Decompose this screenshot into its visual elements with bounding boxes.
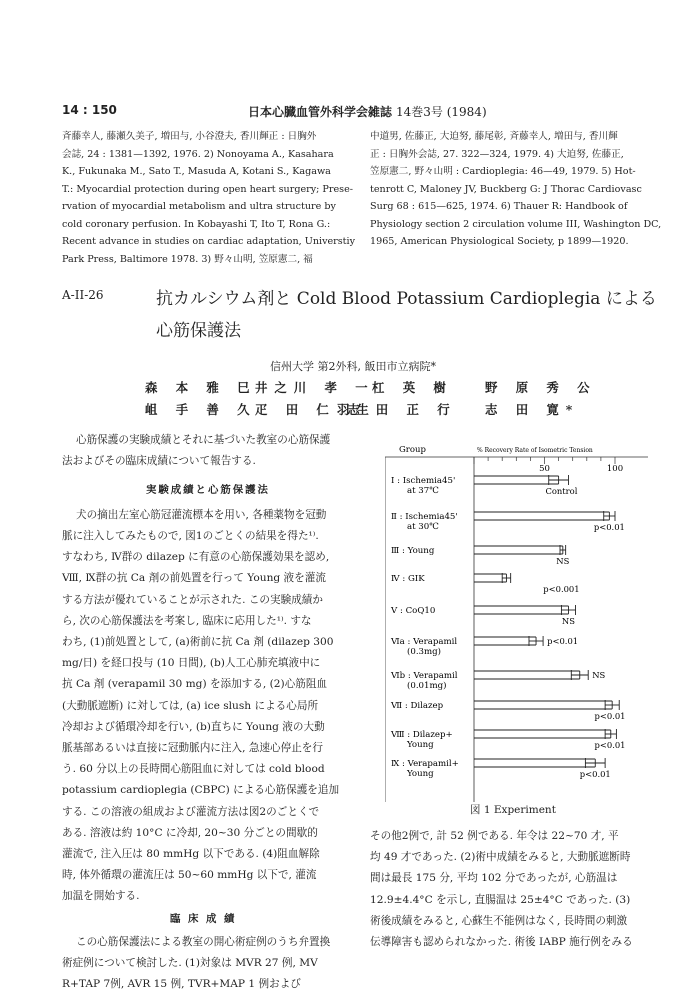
text-line: 均 49 才であった. (2)術中成績をみると, 大動脈遮断時 <box>370 851 631 864</box>
group-label: Ⅴ : CoQ10 <box>391 606 436 616</box>
author: 杠 英 樹 <box>372 380 453 395</box>
author: 野 原 秀 公 <box>485 380 597 395</box>
ref-line: 正 : 日胸外会誌, 27. 322—324, 1979. 4) 大迫努, 佐藤正, <box>370 148 624 160</box>
group-label: Ⅲ : Young <box>391 546 435 556</box>
ref-line: 会誌, 24 : 1381—1392, 1976. 2) Nonoyama A., Kasahara <box>62 148 334 160</box>
ref-line: 1965, American Physiological Society, p 1899—1920. <box>370 236 629 247</box>
text-line: (大動脈遮断) に対しては, (a) ice slush による心局所 <box>62 699 319 712</box>
text-line: ある. 溶液は約 10°C に冷却, 20~30 分ごとの間歇的 <box>62 826 318 839</box>
ref-line: cold coronary perfusion. In Kobayashi T, Ito T, Rona G.: <box>62 218 331 230</box>
text-line: 心筋保護の実験成績とそれに基づいた教室の心筋保護 <box>76 434 331 446</box>
text-line: この心筋保護法による教室の開心術症例のうち弁置換 <box>76 936 331 948</box>
text-line: 灌流で, 注入圧は 80 mmHg 以下である. (4)阻血解除 <box>62 848 320 861</box>
ref-line: Recent advance in studies on cardiac adaptation, Universtiy <box>62 236 356 247</box>
text-line: 抗 Ca 剤 (verapamil 30 mg) を添加する, (2)心筋阻血 <box>62 678 328 691</box>
page-number: 14 : 150 <box>62 103 117 117</box>
intro-paragraph-cont <box>62 451 256 472</box>
journal-issue: 14巻3号 (1984) <box>396 105 487 119</box>
text-line: 伝導障害も認められなかった. 術後 IABP 施行例をみる <box>370 936 633 949</box>
text-line: 間は最長 175 分, 平均 102 分であったが, 心筋温は <box>370 872 618 885</box>
text-line: 犬の摘出左室心筋冠灌流標本を用い, 各種薬物を冠動 <box>76 509 327 521</box>
col-header-group: Group <box>399 445 426 455</box>
references-left <box>62 128 355 268</box>
references-right <box>370 128 661 251</box>
text-line: する. この溶液の組成および灌流方法は図2のごとくで <box>62 805 320 818</box>
journal-name: 日本心臓血管外科学会雑誌 <box>248 105 393 119</box>
text-line: 脈に注入してみたもので, 図1のごとくの結果を得た¹⁾. <box>62 530 319 542</box>
axis-ticks <box>474 457 615 464</box>
ref-line: T.: Myocardial protection during open heart surgery; Prese- <box>62 183 353 195</box>
text-line: 術症例について検討した. (1)対象は MVR 27 例, MV <box>62 957 318 969</box>
text-line: 12.9±4.4°C を示し, 直腸温は 25±4°C であった. (3) <box>370 893 631 906</box>
ref-line: K., Fukunaka M., Sato T., Masuda A, Kotani S., Kagawa <box>62 166 331 177</box>
group-label: Ⅵb : Verapamil <box>391 671 458 681</box>
text-line: 加温を開始する. <box>62 890 140 903</box>
section-heading: 臨 床 成 績 <box>170 913 237 925</box>
author: 岨 手 善 久 <box>145 402 257 417</box>
author: 井之川 孝 一 <box>255 380 375 395</box>
text-line: わち, (1)前処置として, (a)術前に抗 Ca 剤 (dilazep 300 <box>62 636 334 649</box>
figure-caption: 図 1 Experiment <box>470 804 556 816</box>
group-label: Ⅸ : Verapamil+ <box>391 759 459 769</box>
body-first-line <box>76 932 330 953</box>
significance-label: p<0.001 <box>543 584 580 594</box>
group-label: Ⅷ : Dilazep+ <box>391 730 453 740</box>
text-line: う. 60 分以上の長時間心筋阻血に対しては cold blood <box>62 763 325 776</box>
author: 羽生田 正 行 <box>337 402 457 417</box>
text-line: 法およびその臨床成績について報告する. <box>62 455 256 467</box>
ref-line: 中道男, 佐藤正, 大迫努, 藤尾彰, 斉藤幸人, 増田与, 香川輝 <box>370 131 618 142</box>
body-paragraph <box>62 526 339 908</box>
text-line: その他2例で, 計 52 例である. 年令は 22~70 才, 平 <box>370 830 619 842</box>
article-title-line2: 心筋保護法 <box>156 321 241 341</box>
body-first-line <box>76 505 326 526</box>
group-label: Ⅰ : Ischemia45' <box>391 476 456 486</box>
author: 志 田 寛* <box>485 402 580 417</box>
significance-label: p<0.01 <box>593 522 625 532</box>
group-label-line2: Young <box>407 740 434 750</box>
col-header-rate: % Recovery Rate of Isometric Tension <box>477 447 593 454</box>
group-label-line2: at 37℃ <box>407 486 439 496</box>
ref-line: tenrott C, Maloney JV, Buckberg G: J Thorac Cardiovasc <box>370 183 642 195</box>
tick-label-50: 50 <box>539 464 550 474</box>
text-line: 時, 体外循環の灌流圧は 50~60 mmHg 以下で, 灌流 <box>62 869 317 882</box>
text-line: mg/日) を経口投与 (10 日間), (b)人工心肺充填液中に <box>62 657 321 670</box>
text-line: 術後成績をみると, 心蘇生不能例はなく, 長時間の刺激 <box>370 914 628 927</box>
significance-label: p<0.01 <box>547 636 579 646</box>
text-line: 脈基部あるいは直接に冠動脈内に注入, 急速心停止を行 <box>62 742 323 755</box>
group-label-line2: at 30℃ <box>407 522 439 532</box>
significance-label: Control <box>545 486 578 496</box>
ref-line: 斉藤幸人, 藤瀬久美子, 増田与, 小谷澄夫, 香川輝正 : 日胸外 <box>62 131 317 142</box>
group-label: Ⅳ : GIK <box>391 574 425 584</box>
right-body-paragraph <box>370 826 633 953</box>
significance-label: p<0.01 <box>594 711 626 721</box>
ref-line: rvation of myocardial metabolism and ultra structure by <box>62 201 336 212</box>
group-label: Ⅱ : Ischemia45' <box>391 512 458 522</box>
text-line: R+TAP 7例, AVR 15 例, TVR+MAP 1 例および <box>62 978 301 991</box>
section-heading: 実験成績と心筋保護法 <box>146 484 270 496</box>
author: 疋 田 仁 志 <box>255 402 367 417</box>
text-line: する方法が優れていることが示された. この実験成績か <box>62 593 323 606</box>
ref-line: Physiology section 2 circulation volume III, Washington DC, <box>370 218 662 230</box>
ref-line: 笠原憲二, 野々山明 : Cardioplegia: 46—49, 1979. 5) Hot- <box>370 166 636 177</box>
significance-label: p<0.01 <box>579 769 611 779</box>
group-label: Ⅶ : Dilazep <box>391 701 444 711</box>
group-label-line2: Young <box>407 769 434 779</box>
experiment-chart <box>385 440 650 810</box>
text-line: Ⅷ, Ⅸ群の抗 Ca 剤の前処置を行って Young 液を灌流 <box>62 572 326 585</box>
article-code: A-II-26 <box>62 288 104 302</box>
chart-rows <box>390 475 626 779</box>
text-line: 冷却および循環冷却を行い, (b)直ちに Young 液の大動 <box>62 720 325 733</box>
significance-label: NS <box>561 616 576 626</box>
text-line: potassium cardioplegia (CBPC) による心筋保護を追加 <box>62 784 340 797</box>
ref-line: Surg 68 : 615—625, 1974. 6) Thauer R: Handbook of <box>370 201 628 212</box>
ref-line: Park Press, Baltimore 1978. 3) 野々山明, 笠原憲二, 福 <box>62 253 313 265</box>
text-line: すなわち, Ⅳ群の dilazep に有意の心筋保護効果を認め, <box>62 551 330 564</box>
group-label-line2: (0.3mg) <box>407 647 442 657</box>
author: 森 本 雅 巳 <box>145 380 257 395</box>
affiliation: 信州大学 第2外科, 飯田市立病院* <box>270 360 436 373</box>
significance-label: NS <box>592 670 606 680</box>
text-line: ら, 次の心筋保護法を考案し, 臨床に応用した¹⁾. すな <box>62 614 312 627</box>
group-label: Ⅵa : Verapamil <box>391 637 458 647</box>
significance-label: NS <box>556 556 570 566</box>
significance-label: p<0.01 <box>594 740 626 750</box>
group-label-line2: (0.01mg) <box>407 681 447 691</box>
tick-label-100: 100 <box>606 464 624 474</box>
body-paragraph <box>62 953 318 995</box>
intro-paragraph <box>76 430 330 451</box>
article-title: 抗カルシウム剤と Cold Blood Potassium Cardioplegia による <box>156 289 657 309</box>
